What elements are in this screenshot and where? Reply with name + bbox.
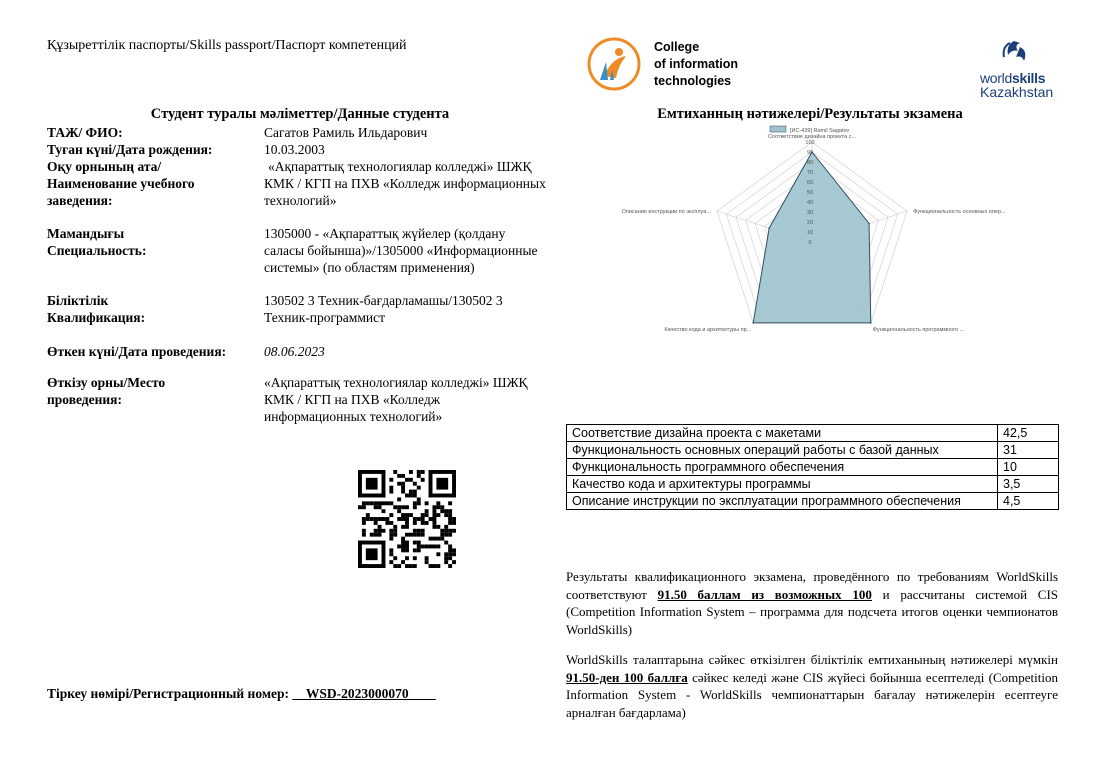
para-kz-part2: сәйкес келеді және CIS жүйесі бойынша есептеледі (Competition Information System - WorldSkills чемпионаттарын бағалау нәтижелерін есептеуге арналған бағдарлама) (566, 669, 1059, 720)
qr-module (448, 513, 452, 517)
qr-module (444, 552, 448, 556)
edu-value: «Ақпараттық технологиялар колледжі» ШЖҚ КМК / КГП на ПХВ «Колледж информационных технологий» (264, 159, 546, 208)
worldskills-word-b: skills (1011, 70, 1046, 86)
qr-module (425, 544, 429, 548)
spec-label: Мамандығы Специальность: (47, 226, 147, 258)
college-name-line: of information (654, 57, 739, 71)
worldskills-logo (980, 37, 1053, 100)
criterion-cell: Соответствие дизайна проекта с макетами (567, 425, 998, 442)
qr-module (393, 556, 397, 560)
qr-module (405, 525, 409, 529)
para-kz-part1: WorldSkills талаптарына сәйкес өткізілген біліктілік емтиханының нәтижелері мүмкін (566, 652, 1058, 667)
results-table-row (567, 493, 1059, 510)
fio-value: Сагатов Рамиль Ильдарович (264, 125, 428, 140)
qr-module (432, 521, 436, 525)
qr-module (448, 521, 452, 525)
qr-module (397, 474, 401, 478)
qr-module (397, 482, 401, 486)
qr-finder (358, 470, 362, 497)
qr-module (405, 548, 409, 552)
qr-module (385, 521, 389, 525)
score-cell: 10 (998, 459, 1059, 476)
qr-module (429, 544, 433, 548)
qr-module (417, 497, 421, 501)
qr-module (432, 564, 436, 568)
qr-module (432, 517, 436, 521)
qr-module (444, 541, 448, 545)
qr-module (362, 517, 366, 521)
chart-axis-label: Функциональность программного ... (872, 326, 965, 333)
qr-module (409, 564, 413, 568)
chart-tick-label: 80 (806, 160, 814, 166)
qr-module (358, 505, 362, 509)
score-cell: 3,5 (998, 476, 1059, 493)
qr-module (436, 525, 440, 529)
qr-module (370, 517, 374, 521)
qr-module (413, 548, 417, 552)
qr-module (409, 494, 413, 498)
chart-data-point (868, 223, 870, 225)
qr-module (432, 509, 436, 513)
qr-module (413, 533, 417, 537)
qr-module (448, 556, 452, 560)
qr-finder (429, 494, 456, 498)
qr-module (413, 529, 417, 533)
qr-module (444, 513, 448, 517)
qr-module (405, 556, 409, 560)
qr-module (440, 505, 444, 509)
qr-module (448, 529, 452, 533)
college-name-line: technologies (654, 74, 732, 88)
qr-module (405, 541, 409, 545)
qr-module (421, 533, 425, 537)
qr-module (421, 470, 425, 474)
qr-module (417, 541, 421, 545)
college-name (654, 39, 738, 90)
qr-module (440, 509, 444, 513)
qr-finder (358, 541, 362, 568)
chart-tick-label: 20 (806, 220, 814, 226)
qr-module (444, 529, 448, 533)
qr-module (413, 490, 417, 494)
qr-module (389, 513, 393, 517)
qr-module (366, 517, 370, 521)
qr-module (440, 533, 444, 537)
qr-module (448, 509, 452, 513)
edu-label: Оқу орнының ата/Наименование учебного заведения: (47, 159, 195, 208)
qr-module (405, 513, 409, 517)
qr-finder (382, 470, 386, 497)
qr-module (393, 505, 397, 509)
reg-value: __WSD-2023000070____ (292, 686, 436, 701)
qr-module (389, 560, 393, 564)
qr-module (389, 552, 393, 556)
qr-module (413, 501, 417, 505)
chart-data-point (752, 322, 754, 324)
chart-legend-label: [ИС-439] Ramil Sagatov (790, 128, 850, 134)
qr-module (417, 486, 421, 490)
reg-label: Тіркеу нөмірі/Регистрационный номер: (47, 686, 290, 701)
chart-data-point (870, 322, 872, 324)
qr-module (432, 525, 436, 529)
result-paragraph-kz (566, 651, 1058, 721)
qr-module (401, 517, 405, 521)
qr-module (401, 548, 405, 552)
qr-module (362, 529, 366, 533)
qr-module (397, 544, 401, 548)
results-table-row (567, 425, 1059, 442)
qr-finder (436, 478, 448, 490)
qr-module (452, 552, 456, 556)
qr-module (374, 505, 378, 509)
qr-module (409, 490, 413, 494)
worldskills-country: Kazakhstan (980, 84, 1054, 100)
chart-data-point (768, 227, 770, 229)
qr-module (436, 537, 440, 541)
qr-module (389, 478, 393, 482)
qr-module (389, 490, 393, 494)
para-ru-part1: Результаты квалификационного экзамена, проведённого по требованиям WorldSkills соответствуют (566, 569, 1058, 602)
chart-tick-label: 50 (806, 190, 814, 196)
qr-module (378, 525, 382, 529)
worldskills-word-a: world (980, 70, 1012, 86)
qr-module (405, 544, 409, 548)
qr-module (413, 505, 417, 509)
qr-module (448, 533, 452, 537)
document-header-title: Құзыреттілік паспорты/Skills passport/Паспорт компетенций (47, 38, 407, 53)
qr-module (385, 501, 389, 505)
place-value: «Ақпараттық технологиялар колледжі» ШЖҚ КМК / КГП на ПХВ «Колледж информационных технологий» (264, 375, 528, 424)
qr-module (409, 470, 413, 474)
chart-tick-label: 100 (805, 140, 815, 146)
qr-finder (366, 548, 378, 560)
qr-module (401, 541, 405, 545)
qr-module (378, 505, 382, 509)
qr-module (417, 470, 421, 474)
qr-module (397, 497, 401, 501)
radar-chart-svg (600, 120, 1030, 345)
qr-module (413, 494, 417, 498)
qr-module (452, 521, 456, 525)
qr-module (385, 517, 389, 521)
qr-module (389, 501, 393, 505)
qr-module (370, 501, 374, 505)
qr-module (374, 529, 378, 533)
qr-module (448, 517, 452, 521)
qr-module (393, 525, 397, 529)
place-label: Өткізу орны/Место проведения: (47, 375, 166, 407)
qr-module (401, 537, 405, 541)
para-kz-score: 91.50-ден 100 баллға (566, 669, 688, 685)
qr-module (425, 513, 429, 517)
qr-module (436, 552, 440, 556)
qr-module (405, 517, 409, 521)
qr-module (366, 513, 370, 517)
qr-module (393, 470, 397, 474)
qr-module (440, 537, 444, 541)
qr-module (413, 541, 417, 545)
qr-module (436, 544, 440, 548)
qr-module (405, 478, 409, 482)
qual-value: 130502 3 Техник-бағдарламашы/130502 3 Техник-программист (264, 293, 503, 325)
chart-axis-label: Качество кода и архитектуры пр... (664, 326, 752, 333)
qr-finder (358, 564, 385, 568)
qr-module (452, 548, 456, 552)
qr-module (362, 521, 366, 525)
qr-code (358, 470, 456, 573)
dob-value: 10.03.2003 (264, 142, 325, 157)
qr-module (413, 517, 417, 521)
qr-module (452, 560, 456, 564)
qr-module (448, 548, 452, 552)
student-section-title: Студент туралы мәліметтер/Данные студента (150, 106, 450, 122)
qr-module (362, 505, 366, 509)
qr-module (432, 513, 436, 517)
dob-label: Туған күні/Дата рождения: (47, 142, 213, 157)
qr-finder (382, 541, 386, 568)
qr-module (366, 501, 370, 505)
qr-module (362, 501, 366, 505)
qr-finder (358, 541, 385, 545)
qr-module (444, 509, 448, 513)
registration-line (47, 686, 436, 702)
qr-module (397, 564, 401, 568)
qr-module (382, 517, 386, 521)
qr-module (393, 564, 397, 568)
qr-module (401, 482, 405, 486)
qr-module (401, 513, 405, 517)
chart-axis-label: Описание инструкции по эксплуа... (621, 209, 711, 216)
qr-module (397, 509, 401, 513)
chart-tick-label: 10 (806, 230, 814, 236)
score-cell: 42,5 (998, 425, 1059, 442)
results-table-row (567, 476, 1059, 493)
chart-axis-label: Функциональность основных опер... (913, 209, 1006, 216)
qr-module (444, 533, 448, 537)
qr-module (409, 478, 413, 482)
qr-module (362, 533, 366, 537)
qr-module (425, 509, 429, 513)
qr-module (389, 533, 393, 537)
qr-module (425, 501, 429, 505)
qr-module (401, 486, 405, 490)
qr-module (405, 533, 409, 537)
qr-module (405, 494, 409, 498)
qr-module (417, 501, 421, 505)
qr-module (374, 521, 378, 525)
criterion-cell: Качество кода и архитектуры программы (567, 476, 998, 493)
qr-module (425, 560, 429, 564)
qr-module (425, 556, 429, 560)
qr-module (389, 529, 393, 533)
qr-module (429, 517, 433, 521)
qr-module (421, 513, 425, 517)
qr-finder (366, 478, 378, 490)
qr-module (413, 564, 417, 568)
qr-module (417, 474, 421, 478)
qr-module (448, 552, 452, 556)
qr-module (432, 544, 436, 548)
qr-module (436, 501, 440, 505)
chart-tick-label: 90 (806, 150, 814, 156)
spec-value: 1305000 - «Ақпараттық жүйелер (қолдану саласы бойынша)»/1305000 «Информационные системы» (по областям применения) (264, 226, 538, 275)
chart-data-polygon (753, 152, 871, 323)
score-cell: 31 (998, 442, 1059, 459)
qr-module (374, 501, 378, 505)
qr-module (421, 478, 425, 482)
qr-module (382, 501, 386, 505)
para-ru-part2: и рассчитаны системой CIS (Competition Information System – программа для подсчета итогов оценки чемпионатов WorldSkills) (566, 586, 1058, 637)
qr-module (444, 525, 448, 529)
qr-module (421, 521, 425, 525)
criterion-cell: Функциональность основных операций работы с базой данных (567, 442, 998, 459)
qr-module (448, 544, 452, 548)
chart-tick-label: 40 (806, 200, 814, 206)
qr-module (413, 521, 417, 525)
chart-legend-swatch (770, 126, 786, 132)
qr-module (448, 564, 452, 568)
qr-finder (358, 470, 385, 474)
qr-module (397, 505, 401, 509)
qr-module (440, 529, 444, 533)
results-table-row (567, 459, 1059, 476)
worldskills-logo-icon (994, 37, 1034, 65)
qr-module (378, 529, 382, 533)
qr-module (429, 564, 433, 568)
qr-module (436, 505, 440, 509)
para-ru-score: 91.50 баллам из возможных 100 (657, 586, 872, 602)
qr-module (393, 533, 397, 537)
qr-module (417, 544, 421, 548)
college-logo-icon (586, 36, 642, 92)
qr-module (448, 501, 452, 505)
date-value: 08.06.2023 (264, 344, 325, 359)
qr-module (421, 529, 425, 533)
qr-module (378, 517, 382, 521)
fio-label: ТАЖ/ ФИО: (47, 125, 123, 140)
qr-module (409, 533, 413, 537)
qr-finder (358, 494, 385, 498)
qr-module (452, 529, 456, 533)
qr-module (417, 548, 421, 552)
qr-module (389, 521, 393, 525)
qr-module (374, 533, 378, 537)
qr-module (444, 556, 448, 560)
qr-module (436, 513, 440, 517)
qr-module (405, 505, 409, 509)
qr-module (401, 474, 405, 478)
qr-module (405, 564, 409, 568)
qr-module (436, 564, 440, 568)
results-table-row (567, 442, 1059, 459)
qr-module (421, 544, 425, 548)
qr-module (409, 513, 413, 517)
qr-module (444, 560, 448, 564)
qr-finder (429, 470, 433, 497)
qr-module (397, 517, 401, 521)
qr-module (452, 517, 456, 521)
qr-module (401, 544, 405, 548)
qr-finder (429, 470, 456, 474)
chart-tick-label: 0 (808, 240, 812, 246)
qr-module (421, 517, 425, 521)
score-cell: 4,5 (998, 493, 1059, 510)
criterion-cell: Функциональность программного обеспечения (567, 459, 998, 476)
chart-tick-label: 60 (806, 180, 814, 186)
qr-module (432, 505, 436, 509)
qr-module (401, 490, 405, 494)
chart-tick-label: 70 (806, 170, 814, 176)
qr-module (378, 501, 382, 505)
qr-module (382, 509, 386, 513)
chart-tick-label: 30 (806, 210, 814, 216)
date-label: Өткен күні/Дата проведения: (47, 344, 227, 359)
qr-module (378, 533, 382, 537)
qr-module (393, 529, 397, 533)
qr-module (417, 517, 421, 521)
qr-module (370, 533, 374, 537)
chart-axis-label: Соответствие дизайна проекта с... (767, 134, 857, 140)
qr-module (425, 521, 429, 525)
qr-module (389, 537, 393, 541)
qr-module (417, 533, 421, 537)
results-section-title: Емтиханның нәтижелері/Результаты экзамена (657, 106, 963, 122)
qr-module (401, 525, 405, 529)
qr-module (374, 517, 378, 521)
qr-finder (452, 470, 456, 497)
qr-module (401, 560, 405, 564)
qr-module (413, 482, 417, 486)
qr-module (389, 486, 393, 490)
qr-module (405, 521, 409, 525)
radar-chart (600, 120, 1030, 350)
qr-code-image (358, 470, 456, 568)
college-name-line: College (654, 40, 700, 54)
college-logo (586, 36, 642, 97)
results-table (566, 424, 1059, 510)
qr-module (382, 529, 386, 533)
criterion-cell: Описание инструкции по эксплуатации программного обеспечения (567, 493, 998, 510)
qr-module (432, 537, 436, 541)
qr-module (417, 529, 421, 533)
qr-module (413, 556, 417, 560)
result-paragraph-ru (566, 568, 1058, 638)
qual-label: Біліктілік Квалификация: (47, 293, 146, 325)
qr-module (429, 537, 433, 541)
qr-module (389, 548, 393, 552)
qr-module (401, 505, 405, 509)
